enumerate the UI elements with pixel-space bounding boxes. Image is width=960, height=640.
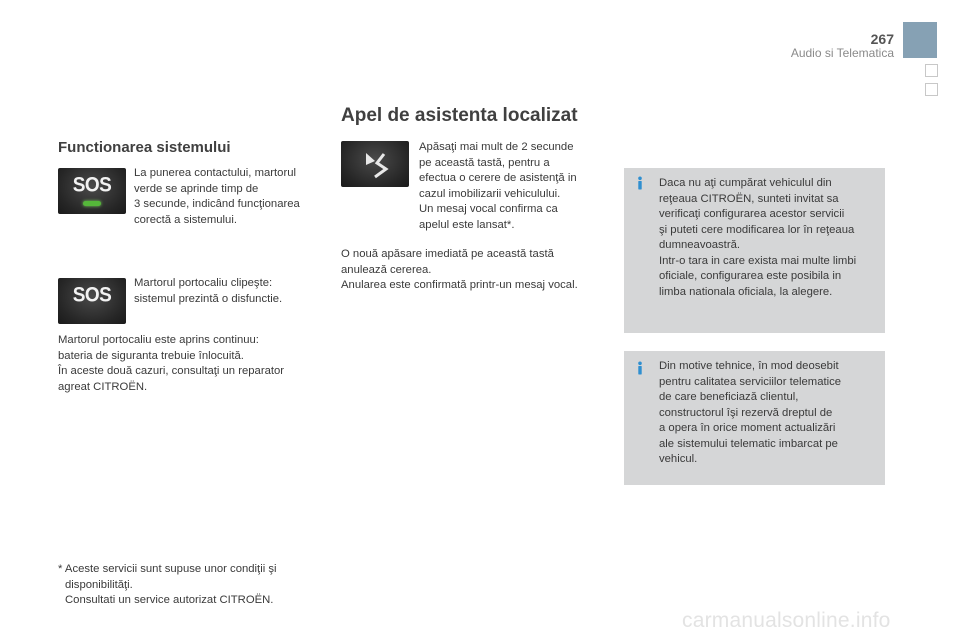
footnote-line: Consultati un service autorizat CITROËN.	[65, 594, 274, 606]
assistance-button-image	[341, 141, 409, 187]
sos-label: SOS	[72, 283, 112, 307]
sos-button-orange-image	[58, 278, 126, 324]
press-description: Apăsaţi mai mult de 2 secunde pe această tastă, pentru a efectua o cerere de asistenţă in cazul imobilizarii vehiculului. Un mesaj vocal confirma ca apelul este lansat*.	[419, 141, 577, 231]
bookmark-square-icon	[925, 64, 938, 77]
info-text: Daca nu aţi cumpărat vehiculul din reţeaua CITROËN, sunteti invitat sa verificaţi configurarea acestor servicii şi puteti cere modificarea lor în reţeaua dumneavoastră. Intr-o tara in care exista mai multe limbi oficiale, configurarea este posibila in limba nationala oficiala, la alegere.	[659, 177, 857, 298]
ds-logo-icon	[341, 141, 409, 187]
footnote-line: disponibilităţi.	[65, 578, 133, 591]
section-heading: Functionarea sistemului	[58, 139, 231, 156]
cancel-description: O nouă apăsare imediată pe această tastă anulează cererea. Anularea este confirmată printr-un mesaj vocal.	[341, 248, 578, 291]
page-number: 267	[870, 31, 894, 47]
info-box	[624, 168, 885, 333]
info-box	[624, 351, 885, 485]
footnote	[58, 562, 328, 609]
bookmark-square-icon	[925, 83, 938, 96]
sos-button-green-image	[58, 168, 126, 214]
info-text: Din motive tehnice, în mod deosebit pentru calitatea serviciilor telematice de care beneficiază clientul, constructorul îşi rezervă dreptul de a opera în orice moment actualizări ale sistemului telematic imbarcat pe vehicul.	[659, 360, 842, 465]
green-led-description: La punerea contactului, martorul verde se aprinde timp de 3 secunde, indicând funcţionarea corectă a sistemului.	[134, 167, 300, 226]
footnote-line: * Aceste servicii sunt supuse unor condiţii şi	[58, 563, 277, 575]
info-icon	[633, 361, 647, 375]
main-heading: Apel de asistenta localizat	[341, 105, 578, 126]
info-icon	[633, 176, 647, 190]
sos-label: SOS	[72, 173, 112, 197]
orange-led-description: Martorul portocaliu clipeşte: sistemul prezintă o disfunctie.	[134, 277, 283, 305]
chapter-tab	[903, 22, 937, 58]
watermark: carmanualsonline.info	[682, 609, 891, 632]
section-title: Audio si Telematica	[790, 46, 894, 60]
continuous-led-description: Martorul portocaliu este aprins continuu: bateria de siguranta trebuie înlocuită. În aceste două cazuri, consultaţi un reparator agreat CITROËN.	[58, 334, 285, 393]
green-led-icon	[83, 201, 101, 206]
